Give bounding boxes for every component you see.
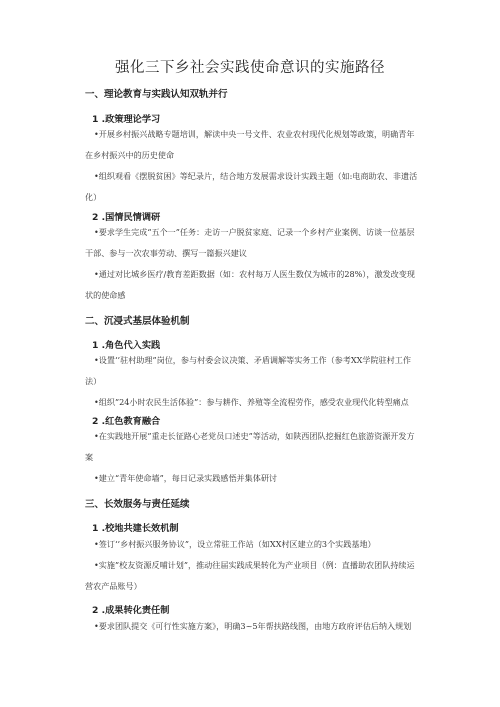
subsection-heading-2-1: 1 .角色代入实践: [92, 340, 161, 351]
section-heading-1: 一、理论教育与实践认知双轨并行: [85, 89, 228, 100]
paragraph-2-2-2: •建立“青年使命墙”，每日记录实践感悟并集体研讨: [94, 473, 278, 483]
paragraph-2-1-2: •组织”24小时农民生活体验”：参与耕作、养殖等全流程劳作，感受农业现代化转型痛点: [94, 397, 409, 407]
paragraph-3-2-1: •要求团队提交《可行性实施方案》，明确3~5年帮扶路线图，由地方政府评估后纳入规划: [94, 621, 412, 631]
subsection-heading-3-2: 2 .成果转化责任制: [92, 605, 170, 616]
paragraph-1-1-1: •开展乡村振兴战略专题培训，解读中央一号文件、农业农村现代化规划等政策，明确青年在乡村振兴中的历史使命: [85, 129, 415, 160]
paragraph-3-1-1: •签订‘’乡村振兴服务协议”，设立常驻工作站（如XX村区建立的3个实践基地）: [94, 539, 376, 549]
paragraph-1-2-2: •通过对比城乡医疗/教育差距数据（如：农村每万人医生数仅为城市的28%），激发改变现状的使命感: [85, 269, 415, 300]
subsection-heading-1-2: 2 .国情民情调研: [92, 212, 161, 223]
paragraph-2-1-1: •设置‘’驻村助理”岗位，参与村委会议决策、矛盾调解等实务工作（参考XX学院驻村工作法）: [85, 355, 411, 386]
document-title: 强化三下乡社会实践使命意识的实施路径: [115, 60, 385, 76]
subsection-heading-2-2: 2 .红色教育融合: [92, 416, 161, 427]
paragraph-3-1-2: •实施”校友资源反哺计划”，推动往届实践成果转化为产业项目（例：直播助农团队持续运营农产品账号）: [85, 560, 415, 591]
section-heading-2: 二、沉浸式基层体验机制: [85, 316, 190, 327]
paragraph-2-2-1: •在实践地开展”重走长征路心老党员口述史”等活动，如陕西团队挖掘红色旅游资源开发方案: [85, 431, 415, 462]
subsection-heading-3-1: 1 .校地共建长效机制: [92, 523, 179, 534]
paragraph-1-2-1: •要求学生完成“五个一”任务：走访一户脱贫家庭、记录一个乡村产业案例、访谈一位基层干部、参与一次农事劳动、撰写一篇振兴建议: [85, 227, 415, 258]
section-heading-3: 三、长效服务与责任延续: [85, 499, 190, 510]
subsection-heading-1-1: 1 .政策理论学习: [92, 114, 161, 125]
paragraph-1-1-2: •组织观看《摆脱贫困》等纪录片，结合地方发展需求设计实践主题（如:电商助农、非遗活化）: [85, 171, 418, 202]
